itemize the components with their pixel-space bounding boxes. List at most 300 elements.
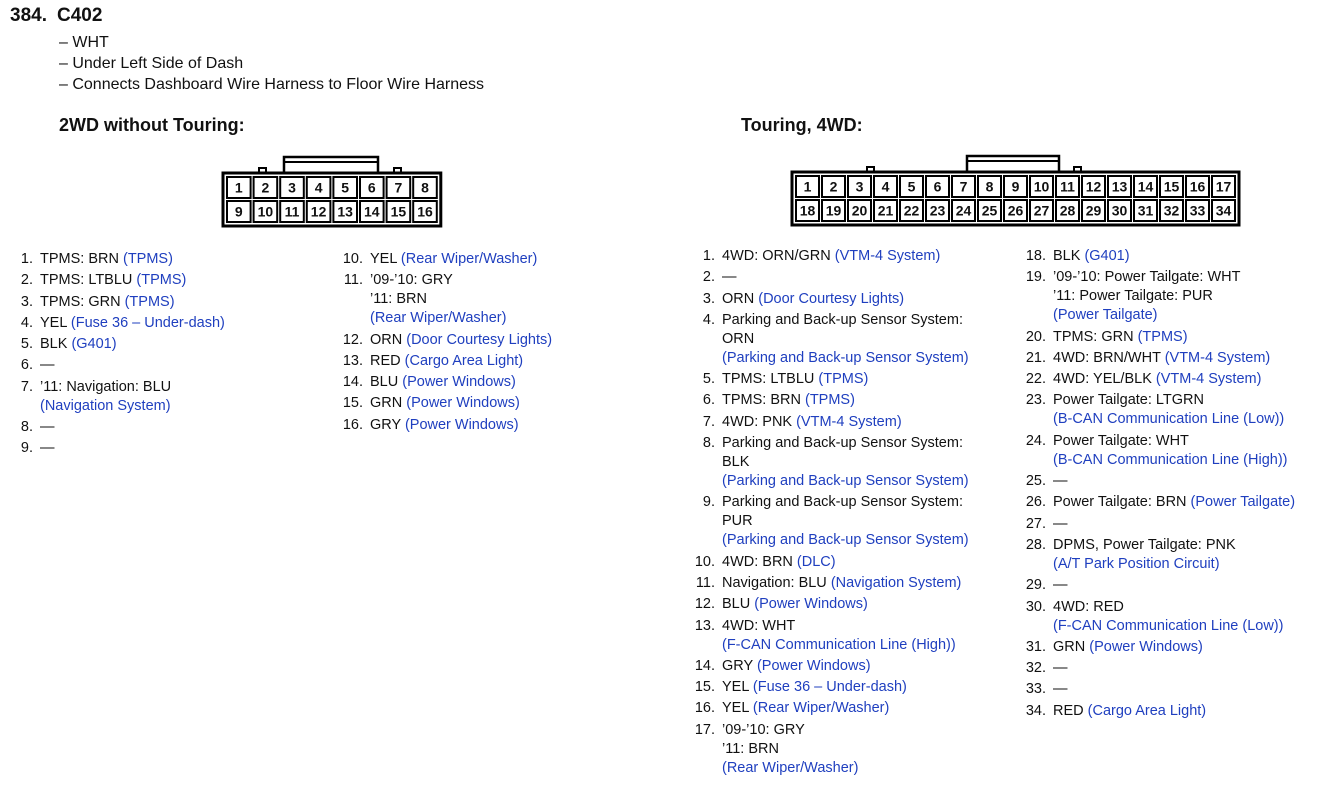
circuit-reference: (TPMS)	[124, 293, 175, 310]
circuit-reference: (Power Windows)	[402, 374, 516, 391]
pin-line	[370, 416, 519, 435]
pin-entry	[1018, 536, 1295, 574]
connector-face-2wd	[222, 156, 442, 227]
pin-cavity-label: 13	[1111, 178, 1128, 195]
connector-latch	[284, 157, 378, 173]
pin-entry	[1018, 268, 1295, 325]
circuit-reference: (TPMS)	[136, 272, 187, 289]
wire-description: Navigation: BLU	[722, 574, 831, 591]
wire-description: PUR	[722, 513, 753, 530]
pin-number: 22.	[1025, 371, 1046, 388]
pin-entry	[690, 268, 969, 287]
wire-description: BLK	[1053, 248, 1085, 264]
pin-cavity-label: 20	[851, 202, 868, 219]
pin-entry	[1018, 638, 1295, 657]
wire-description: 4WD: PNK	[722, 413, 797, 430]
pin-line	[722, 553, 836, 572]
wire-description: 4WD: BRN/WHT	[1053, 349, 1165, 366]
pin-cavity-label: 34	[1215, 202, 1232, 219]
pin-entry	[1018, 576, 1295, 595]
pin-cavity-label: 27	[1033, 202, 1050, 219]
wire-description: RED	[370, 352, 405, 369]
wire-description: TPMS: GRN	[1053, 328, 1138, 345]
pin-line	[1053, 410, 1284, 429]
connector-details	[59, 32, 484, 95]
pin-entry	[690, 553, 969, 572]
wire-description: TPMS: LTBLU	[722, 371, 819, 388]
wire-description: GRY	[370, 416, 405, 433]
pin-line	[1053, 349, 1270, 368]
pin-number: 14.	[342, 374, 363, 391]
pin-entry	[8, 439, 225, 458]
pin-number: 30.	[1025, 598, 1046, 615]
pin-cavity-label: 10	[257, 203, 274, 220]
circuit-reference: (TPMS)	[804, 392, 855, 409]
detail-location: – Under Left Side of Dash	[59, 55, 244, 72]
pin-entry	[8, 418, 225, 437]
pin-line	[722, 349, 969, 368]
wire-description: ’09-’10: Power Tailgate: WHT	[1053, 269, 1241, 286]
pin-cavity-label: 6	[367, 179, 376, 196]
wire-description: 4WD: ORN/GRN	[722, 248, 835, 264]
pin-number: 7.	[702, 413, 715, 430]
pin-cavity-label: 3	[855, 178, 864, 195]
pin-cavity-label: 13	[337, 203, 353, 220]
pin-line	[1053, 493, 1295, 512]
variant-title-2wd: 2WD without Touring:	[59, 115, 245, 135]
pin-entry	[1018, 702, 1295, 721]
detail-connection: – Connects Dashboard Wire Harness to Floor Wire Harness	[59, 76, 485, 93]
pin-line	[722, 413, 902, 432]
pin-line	[1053, 432, 1288, 451]
pin-line	[1053, 555, 1236, 574]
pin-line	[1053, 370, 1261, 389]
pin-cavity-label: 2	[261, 179, 270, 196]
pin-number: 27.	[1025, 515, 1046, 532]
circuit-reference: (Rear Wiper/Washer)	[722, 759, 859, 776]
wire-description: Power Tailgate: WHT	[1053, 432, 1189, 449]
pin-number: 19.	[1025, 269, 1046, 286]
pin-number: 4.	[702, 311, 715, 328]
wire-description: BLK	[40, 336, 72, 353]
wire-description: YEL	[40, 314, 71, 331]
pin-number: 34.	[1025, 702, 1046, 719]
circuit-reference: (Door Courtesy Lights)	[758, 290, 905, 307]
pin-number: 16.	[342, 416, 363, 433]
pin-number: 9.	[702, 494, 715, 511]
pin-line	[722, 531, 969, 550]
pin-number: 1.	[702, 248, 715, 264]
pin-number: 10.	[694, 553, 715, 570]
wire-description: GRY	[722, 657, 757, 674]
pin-number: 3.	[702, 290, 715, 307]
wire-description: GRN	[1053, 638, 1090, 655]
pin-entry	[1018, 391, 1295, 429]
wire-description: ’09-’10: GRY	[722, 721, 805, 738]
pin-cavity-label: 11	[1060, 178, 1075, 195]
pin-cavity-label: 6	[933, 178, 942, 195]
pin-list-2wd-col1	[8, 250, 225, 461]
pin-cavity-label: 4	[314, 179, 323, 196]
pin-number: 13.	[694, 617, 715, 634]
variant-title-touring-4wd: Touring, 4WD:	[741, 115, 863, 135]
pin-entry	[690, 617, 969, 655]
wire-description: —	[40, 440, 55, 457]
wire-description: GRN	[370, 395, 407, 412]
pin-number: 28.	[1025, 536, 1046, 553]
pin-cavity-label: 1	[803, 178, 812, 195]
wire-description: 4WD: RED	[1053, 598, 1124, 615]
circuit-reference: (Navigation System)	[40, 397, 171, 414]
circuit-reference: (Power Tailgate)	[1190, 494, 1296, 511]
pin-line	[1053, 451, 1288, 470]
circuit-reference: (B-CAN Communication Line (High))	[1053, 451, 1288, 468]
pin-cavity-label: 7	[394, 179, 403, 196]
pin-cavity-label: 10	[1033, 178, 1050, 195]
wire-description: Power Tailgate: BRN	[1053, 494, 1191, 511]
pin-number: 18.	[1025, 248, 1046, 264]
pin-list-2wd-col2	[334, 250, 552, 437]
pin-line	[722, 311, 969, 330]
pin-line	[370, 290, 506, 309]
pin-cavity-label: 28	[1059, 202, 1076, 219]
pin-line	[40, 418, 55, 437]
wire-description: Parking and Back-up Sensor System:	[722, 494, 963, 511]
pin-entry	[690, 657, 969, 676]
pin-number: 31.	[1025, 638, 1046, 655]
pin-cavity-label: 3	[288, 179, 296, 196]
pin-entry	[1018, 247, 1295, 266]
pin-number: 20.	[1025, 328, 1046, 345]
pin-line	[370, 271, 506, 290]
pin-line	[40, 271, 186, 290]
pin-entry	[690, 391, 969, 410]
pin-line	[370, 394, 520, 413]
pin-number: 8.	[20, 419, 33, 436]
pin-line	[370, 373, 516, 392]
pin-cavity-label: 31	[1137, 202, 1154, 219]
pin-number: 11.	[695, 574, 715, 591]
pin-cavity-label: 1	[234, 179, 243, 196]
pin-line	[1053, 702, 1206, 721]
pin-line	[1053, 638, 1203, 657]
pin-cavity-label: 7	[959, 178, 968, 195]
pin-number: 24.	[1025, 432, 1046, 449]
wire-description: YEL	[722, 700, 753, 717]
pin-entry	[334, 394, 552, 413]
pin-line	[722, 657, 871, 676]
pin-line	[370, 250, 537, 269]
pin-entry	[1018, 472, 1295, 491]
pin-cavity-label: 16	[417, 203, 433, 220]
pin-entry	[1018, 659, 1295, 678]
pin-cavity-label: 32	[1163, 202, 1180, 219]
pin-line	[722, 290, 904, 309]
pin-cavity-label: 24	[955, 202, 972, 219]
circuit-reference: (Power Windows)	[754, 596, 868, 613]
pin-entry	[334, 271, 552, 328]
pin-cavity-label: 8	[985, 178, 994, 195]
circuit-reference: (Power Windows)	[756, 657, 871, 674]
pin-cavity-label: 25	[981, 202, 998, 219]
wire-description: —	[1053, 515, 1068, 532]
circuit-reference: (Parking and Back-up Sensor System)	[722, 532, 969, 549]
wire-description: TPMS: BRN	[722, 392, 805, 409]
pin-number: 6.	[702, 392, 715, 409]
pin-line	[722, 617, 956, 636]
pin-line	[722, 512, 969, 531]
pin-number: 5.	[20, 336, 33, 353]
pin-number: 12.	[342, 331, 363, 348]
wire-description: —	[1053, 473, 1068, 490]
wire-description: —	[40, 357, 55, 374]
pin-line	[1053, 598, 1283, 617]
pin-number: 15.	[342, 395, 363, 412]
wire-description: TPMS: BRN	[40, 251, 123, 267]
circuit-reference: (VTM-4 System)	[834, 248, 941, 264]
circuit-reference: (Door Courtesy Lights)	[406, 331, 553, 348]
circuit-reference: (Rear Wiper/Washer)	[752, 700, 890, 717]
pin-entry	[8, 314, 225, 333]
detail-color: – WHT	[59, 34, 109, 51]
circuit-reference: (Power Windows)	[404, 416, 519, 433]
pin-number: 3.	[20, 293, 33, 310]
pin-cavity-label: 30	[1111, 202, 1128, 219]
pin-line	[370, 352, 523, 371]
pin-line	[722, 453, 969, 472]
pin-entry	[690, 311, 969, 368]
pin-entry	[8, 293, 225, 312]
pin-entry	[8, 378, 225, 416]
pin-line	[722, 595, 868, 614]
pin-line	[1053, 515, 1068, 534]
pin-line	[722, 699, 889, 718]
pin-cavity-label: 2	[829, 178, 838, 195]
pin-entry	[334, 373, 552, 392]
pin-line	[722, 636, 956, 655]
pin-number: 6.	[20, 357, 33, 374]
circuit-reference: (Power Windows)	[1089, 638, 1203, 655]
wire-description: 4WD: WHT	[722, 617, 796, 634]
circuit-reference: (F-CAN Communication Line (High))	[722, 636, 956, 653]
pin-cavity-label: 4	[881, 178, 890, 195]
pin-cavity-label: 8	[421, 179, 429, 196]
pin-line	[1053, 617, 1283, 636]
pin-entry	[690, 370, 969, 389]
pin-entry	[8, 335, 225, 354]
pin-line	[722, 759, 858, 778]
wire-description: ’11: Power Tailgate: PUR	[1053, 288, 1213, 305]
pin-number: 26.	[1025, 494, 1046, 511]
pin-number: 2.	[702, 269, 715, 286]
pin-line	[40, 397, 171, 416]
pin-cavity-label: 21	[877, 202, 894, 219]
pin-number: 5.	[702, 371, 715, 388]
pin-entry	[1018, 493, 1295, 512]
wire-description: BLK	[722, 454, 750, 471]
pin-number: 16.	[694, 700, 715, 717]
pin-cavity-label: 5	[341, 179, 350, 196]
circuit-reference: (DLC)	[796, 553, 836, 570]
pin-entry	[690, 721, 969, 778]
circuit-reference: (Parking and Back-up Sensor System)	[722, 349, 969, 366]
pin-cavity-label: 26	[1007, 202, 1024, 219]
wire-description: Parking and Back-up Sensor System:	[722, 435, 963, 452]
pin-cavity-label: 17	[1215, 178, 1232, 195]
pin-line	[722, 391, 855, 410]
pin-line	[722, 678, 907, 697]
circuit-reference: (B-CAN Communication Line (Low))	[1053, 411, 1285, 428]
pin-entry	[334, 352, 552, 371]
pin-cavity-label: 23	[929, 202, 946, 219]
pin-line	[722, 740, 858, 759]
pin-entry	[690, 413, 969, 432]
wire-description: ORN	[722, 290, 759, 307]
wire-description: —	[40, 419, 55, 436]
circuit-reference: (F-CAN Communication Line (Low))	[1053, 617, 1284, 634]
wire-description: —	[1053, 660, 1068, 677]
pin-cavity-label: 9	[1011, 178, 1020, 195]
pin-number: 10.	[342, 251, 363, 267]
pin-line	[370, 331, 552, 350]
pin-cavity-label: 15	[390, 203, 407, 220]
pin-number: 15.	[694, 679, 715, 696]
circuit-reference: (Rear Wiper/Washer)	[370, 310, 507, 327]
wire-description: BLU	[370, 374, 403, 391]
pin-entry	[334, 331, 552, 350]
pin-cavity-label: 11	[284, 203, 300, 220]
wire-description: —	[1053, 681, 1068, 698]
wire-description: TPMS: LTBLU	[40, 272, 137, 289]
circuit-reference: (VTM-4 System)	[796, 413, 902, 430]
circuit-reference: (Parking and Back-up Sensor System)	[722, 473, 969, 490]
pin-entry	[8, 250, 225, 269]
pin-list-4wd-col2	[1018, 247, 1295, 723]
pin-entry	[690, 290, 969, 309]
pin-number: 1.	[20, 251, 33, 267]
pin-number: 17.	[694, 721, 715, 738]
pin-cavity-label: 18	[799, 202, 816, 219]
circuit-reference: (Cargo Area Light)	[404, 352, 524, 369]
connector-heading	[10, 5, 102, 27]
pin-line	[40, 356, 55, 375]
pin-line	[1053, 328, 1188, 347]
pin-list-4wd-col1	[690, 247, 969, 780]
pin-line	[722, 247, 940, 266]
pin-line	[40, 250, 173, 269]
pin-cavity-label: 12	[1085, 178, 1102, 195]
circuit-reference: (Navigation System)	[830, 574, 962, 591]
pin-entry	[690, 595, 969, 614]
pin-entry	[690, 574, 969, 593]
pin-number: 21.	[1025, 349, 1046, 366]
wire-description: TPMS: GRN	[40, 293, 125, 310]
wire-description: 4WD: BRN	[722, 553, 797, 570]
pin-number: 4.	[20, 314, 33, 331]
pin-cavity-label: 5	[907, 178, 916, 195]
pin-cavity-label: 14	[364, 203, 380, 220]
wire-description: YEL	[370, 251, 401, 267]
circuit-reference: (Power Windows)	[406, 395, 520, 412]
pin-number: 25.	[1025, 473, 1046, 490]
connector-id: C402	[56, 5, 103, 26]
pin-number: 11.	[343, 272, 363, 289]
pin-number: 8.	[702, 435, 715, 452]
wire-description: RED	[1053, 702, 1088, 719]
wire-description: —	[722, 269, 737, 286]
pin-entry	[8, 356, 225, 375]
connector-face-touring-4wd	[791, 155, 1240, 226]
pin-number: 9.	[20, 440, 33, 457]
connector-latch	[967, 156, 1059, 172]
pin-entry	[334, 416, 552, 435]
pin-entry	[1018, 370, 1295, 389]
pin-cavity-label: 15	[1163, 178, 1180, 195]
pin-line	[370, 309, 506, 328]
circuit-reference: (TPMS)	[122, 251, 173, 267]
pin-entry	[1018, 432, 1295, 470]
pin-line	[722, 370, 868, 389]
pin-entry	[690, 699, 969, 718]
pin-entry	[690, 247, 969, 266]
pin-entry	[1018, 328, 1295, 347]
pin-entry	[690, 434, 969, 491]
circuit-reference: (Power Tailgate)	[1053, 307, 1158, 324]
wire-description: ’11: BRN	[722, 740, 779, 757]
connector-svg	[791, 155, 1240, 226]
wire-description: 4WD: YEL/BLK	[1053, 371, 1156, 388]
pin-line	[1053, 287, 1241, 306]
pin-line	[1053, 576, 1068, 595]
pin-line	[1053, 247, 1130, 266]
wire-description: ’11: BRN	[370, 291, 427, 308]
pin-entry	[334, 250, 552, 269]
pin-line	[40, 378, 171, 397]
pin-entry	[690, 678, 969, 697]
pin-entry	[1018, 349, 1295, 368]
pin-line	[1053, 536, 1236, 555]
pin-line	[1053, 472, 1068, 491]
pin-line	[722, 721, 858, 740]
pin-entry	[1018, 515, 1295, 534]
wire-description: ’09-’10: GRY	[370, 272, 453, 289]
pin-line	[722, 330, 969, 349]
circuit-reference: (TPMS)	[818, 371, 869, 388]
pin-line	[40, 335, 117, 354]
circuit-reference: (TPMS)	[1137, 328, 1188, 345]
pin-entry	[8, 271, 225, 290]
circuit-reference: (VTM-4 System)	[1155, 371, 1262, 388]
pin-cavity-label: 14	[1137, 178, 1154, 195]
circuit-reference: (G401)	[71, 336, 117, 353]
pin-line	[40, 439, 55, 458]
pin-line	[722, 434, 969, 453]
pin-cavity-label: 22	[903, 202, 920, 219]
pin-number: 29.	[1025, 577, 1046, 594]
wire-description: ’11: Navigation: BLU	[40, 378, 172, 395]
wire-description: ORN	[370, 331, 407, 348]
pin-line	[1053, 268, 1241, 287]
circuit-reference: (G401)	[1084, 248, 1130, 264]
pin-number: 7.	[20, 378, 33, 395]
circuit-reference: (Fuse 36 – Under-dash)	[752, 679, 907, 696]
pin-line	[1053, 306, 1241, 325]
pin-entry	[690, 493, 969, 550]
wire-description: —	[1053, 577, 1068, 594]
circuit-reference: (VTM-4 System)	[1164, 349, 1271, 366]
wire-description: DPMS, Power Tailgate: PNK	[1053, 536, 1236, 553]
pin-cavity-label: 29	[1085, 202, 1102, 219]
